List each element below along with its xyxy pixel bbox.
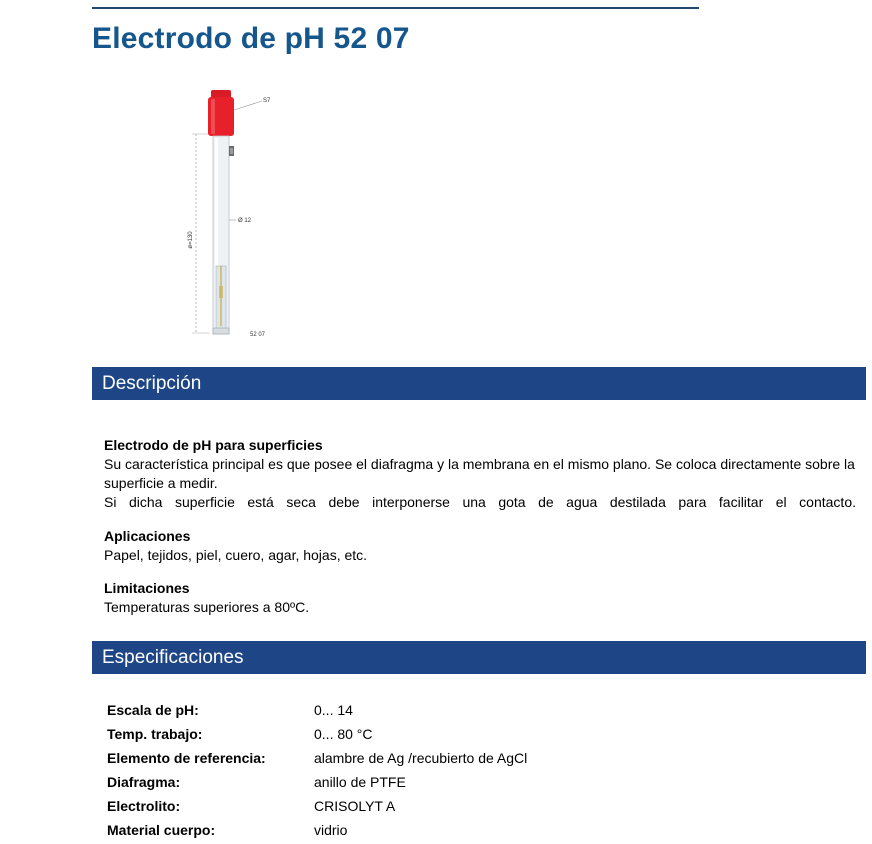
spec-table (107, 700, 527, 844)
electrode-tip (213, 328, 229, 334)
page-title: Electrodo de pH 52 07 (92, 22, 410, 55)
spec-label: Material cuerpo: (107, 822, 216, 838)
spec-label: Escala de pH: (107, 702, 199, 718)
spec-value: 0... 14 (314, 702, 353, 718)
spec-label: Electrolito: (107, 798, 181, 814)
spec-value: anillo de PTFE (314, 774, 406, 790)
spec-label: Temp. trabajo: (107, 726, 203, 742)
spec-row-diaphragm (107, 772, 527, 796)
diameter-label: Ø 12 (238, 218, 252, 224)
spec-label: Diafragma: (107, 774, 181, 790)
connector-label: S7 (263, 98, 271, 104)
connector-leader (234, 101, 262, 110)
length-label: ø=130 (188, 231, 194, 249)
side-port-cap (230, 148, 233, 154)
electrode-cap-top (211, 90, 231, 98)
product-text-1: Su característica principal es que posee el diafragma y la membrana en el mismo plano. Se coloca directamente sobre la superficie a medir. (104, 456, 855, 491)
spec-label: Elemento de referencia: (107, 750, 266, 766)
spec-value: vidrio (314, 822, 348, 838)
limitations-text: Temperaturas superiores a 80ºC. (104, 599, 310, 615)
electrode-cap-shine (211, 99, 215, 134)
product-text-2: Si dicha superficie está seca debe interponerse una gota de agua destilada para facilitar el contacto. (104, 494, 856, 510)
spec-value: alambre de Ag /recubierto de AgCl (314, 750, 528, 766)
product-heading: Electrodo de pH para superficies (104, 437, 323, 453)
section-header-especificaciones: Especificaciones (92, 641, 866, 674)
applications-heading: Aplicaciones (104, 528, 191, 544)
limitations-heading: Limitaciones (104, 580, 190, 596)
model-label: 52 07 (250, 332, 266, 338)
spec-value: CRISOLYT A (314, 798, 396, 814)
top-rule (92, 7, 699, 9)
electrode-drawing (180, 88, 290, 344)
spec-row-temperature (107, 724, 527, 748)
spec-row-ph-scale (107, 700, 527, 724)
spec-row-electrolyte (107, 796, 527, 820)
applications-text: Papel, tejidos, piel, cuero, agar, hojas, etc. (104, 547, 368, 563)
section-header-descripcion: Descripción (92, 367, 866, 400)
limitations (104, 579, 856, 617)
applications (104, 527, 856, 565)
spec-row-reference (107, 748, 527, 772)
spec-row-body-material (107, 820, 527, 844)
spec-value: 0... 80 °C (314, 726, 373, 742)
inner-junction (219, 286, 223, 298)
product-description (104, 436, 856, 512)
